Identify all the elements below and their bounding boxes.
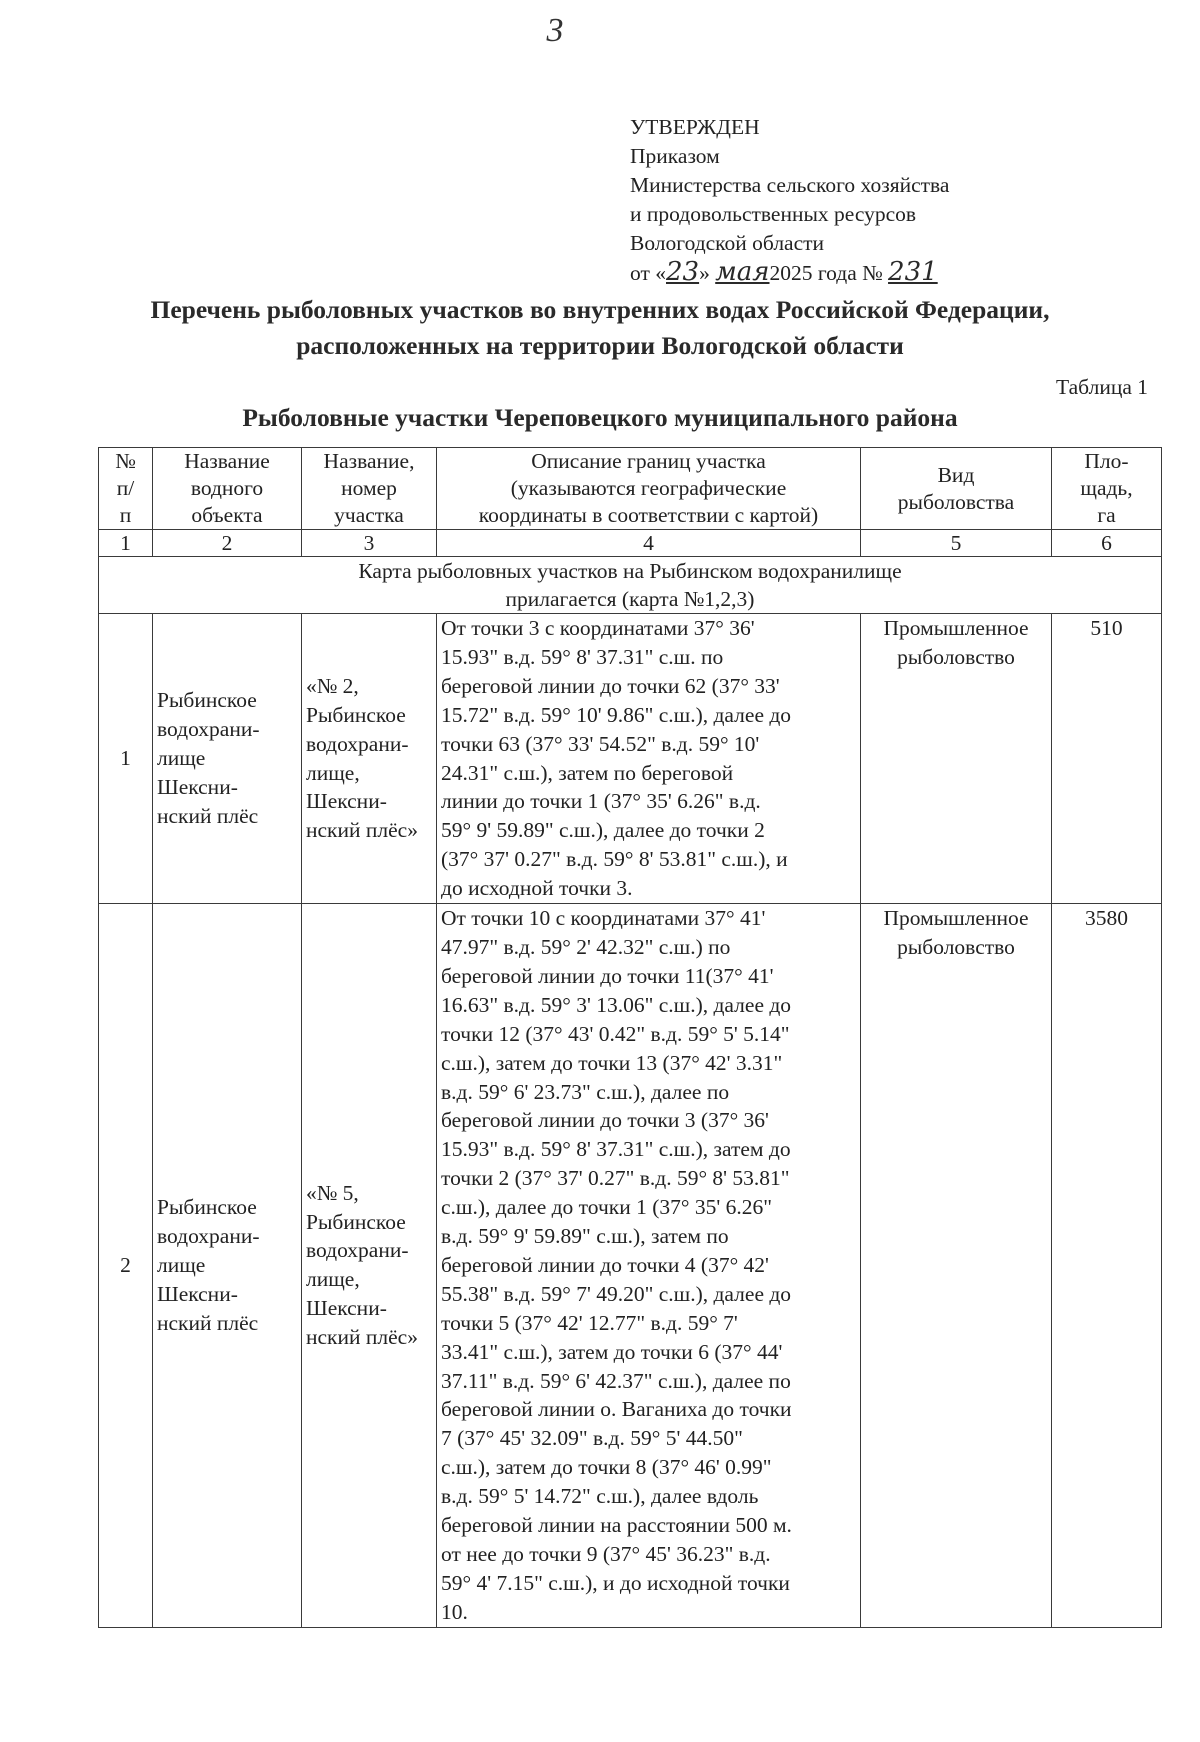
row-site-name: «№ 2, Рыбинское водохрани- лище, Шексни- нский плёс» bbox=[302, 614, 437, 904]
row-area: 510 bbox=[1052, 614, 1162, 904]
row-water-body: Рыбинское водохрани- лище Шексни- нский плёс bbox=[153, 614, 302, 904]
approval-line: Вологодской области bbox=[630, 231, 825, 255]
column-number: 5 bbox=[861, 530, 1052, 557]
column-number-row bbox=[99, 530, 1162, 557]
approval-date-line bbox=[630, 258, 1150, 288]
approval-line: и продовольственных ресурсов bbox=[630, 202, 917, 226]
row-number: 1 bbox=[99, 614, 153, 904]
date-prefix: от « bbox=[630, 261, 666, 285]
handwritten-month: мая bbox=[715, 257, 770, 287]
handwritten-order-number: 231 bbox=[888, 257, 938, 287]
row-boundary-description: От точки 3 с координатами 37° 36' 15.93" в.д. 59° 8' 37.31" с.ш. по береговой линии до точки 62 (37° 33' 15.72" в.д. 59° 10' 9.86" с.ш.), далее до точки 63 (37° 33' 54.52" в.д. 59° 10' 24.31" с.ш.), затем по береговой линии до точки 1 (37° 35' 6.26" в.д. 59° 9' 59.89" с.ш.), далее до точки 2 (37° 37' 0.27" в.д. 59° 8' 53.81" с.ш.), и до исходной точки 3. bbox=[437, 614, 861, 904]
header-boundary-description: Описание границ участка (указываются географические координаты в соответствии с картой) bbox=[437, 448, 861, 530]
column-number: 2 bbox=[153, 530, 302, 557]
table-header-row bbox=[99, 448, 1162, 530]
row-number: 2 bbox=[99, 904, 153, 1628]
row-area: 3580 bbox=[1052, 904, 1162, 1628]
row-water-body: Рыбинское водохрани- лище Шексни- нский плёс bbox=[153, 904, 302, 1628]
row-fishing-type: Промышленное рыболовство bbox=[861, 614, 1052, 904]
column-number: 1 bbox=[99, 530, 153, 557]
row-site-name: «№ 5, Рыбинское водохрани- лище, Шексни- нский плёс» bbox=[302, 904, 437, 1628]
table-row bbox=[99, 614, 1162, 904]
approval-line: Министерства сельского хозяйства bbox=[630, 173, 950, 197]
header-water-body: Название водного объекта bbox=[153, 448, 302, 530]
map-note-row bbox=[99, 557, 1162, 614]
row-fishing-type: Промышленное рыболовство bbox=[861, 904, 1052, 1628]
column-number: 4 bbox=[437, 530, 861, 557]
document-title: Перечень рыболовных участков во внутренних водах Российской Федерации, расположенных на территории Вологодской области bbox=[150, 295, 1050, 360]
column-number: 6 bbox=[1052, 530, 1162, 557]
row-boundary-description: От точки 10 с координатами 37° 41' 47.97" в.д. 59° 2' 42.32" с.ш.) по береговой линии до точки 11(37° 41' 16.63" в.д. 59° 3' 13.06" с.ш.), далее до точки 12 (37° 43' 0.42" в.д. 59° 5' 5.14" с.ш.), затем до точки 13 (37° 42' 3.31" в.д. 59° 6' 23.73" с.ш.), далее по береговой линии до точки 3 (37° 36' 15.93" в.д. 59° 8' 37.31" с.ш.), затем до точки 2 (37° 37' 0.27" в.д. 59° 8' 53.81" с.ш.), далее до точки 1 (37° 35' 6.26" в.д. 59° 9' 59.89" с.ш.), затем по береговой линии до точки 4 (37° 42' 55.38" в.д. 59° 7' 49.20" с.ш.), далее до точки 5 (37° 42' 12.77" в.д. 59° 7' 33.41" с.ш.), затем до точки 6 (37° 44' 37.11" в.д. 59° 6' 42.37" с.ш.), далее по береговой линии о. Ваганиха до точки 7 (37° 45' 32.09" в.д. 59° 5' 44.50" с.ш.), затем до точки 8 (37° 46' 0.99" в.д. 59° 5' 14.72" с.ш.), далее вдоль береговой линии на расстоянии 500 м. от нее до точки 9 (37° 45' 36.23" в.д. 59° 4' 7.15" с.ш.), и до исходной точки 10. bbox=[437, 904, 861, 1628]
table-title: Рыболовные участки Череповецкого муниципального района bbox=[242, 403, 958, 432]
table-label: Таблица 1 bbox=[1056, 375, 1148, 399]
handwritten-day: 23 bbox=[666, 257, 700, 287]
header-number: № п/ п bbox=[99, 448, 153, 530]
date-year: 2025 года № bbox=[769, 261, 889, 285]
map-note: Карта рыболовных участков на Рыбинском водохранилище прилагается (карта №1,2,3) bbox=[99, 557, 1162, 614]
approval-block bbox=[630, 113, 1150, 288]
approval-line: Приказом bbox=[630, 144, 720, 168]
fishing-sites-table bbox=[98, 447, 1162, 1628]
column-number: 3 bbox=[302, 530, 437, 557]
header-area: Пло- щадь, га bbox=[1052, 448, 1162, 530]
table-row bbox=[99, 904, 1162, 1628]
header-site-name: Название, номер участка bbox=[302, 448, 437, 530]
header-fishing-type: Вид рыболовства bbox=[861, 448, 1052, 530]
approval-line: УТВЕРЖДЕН bbox=[630, 115, 760, 139]
date-separator: » bbox=[699, 261, 716, 285]
page-number: 3 bbox=[546, 12, 564, 49]
